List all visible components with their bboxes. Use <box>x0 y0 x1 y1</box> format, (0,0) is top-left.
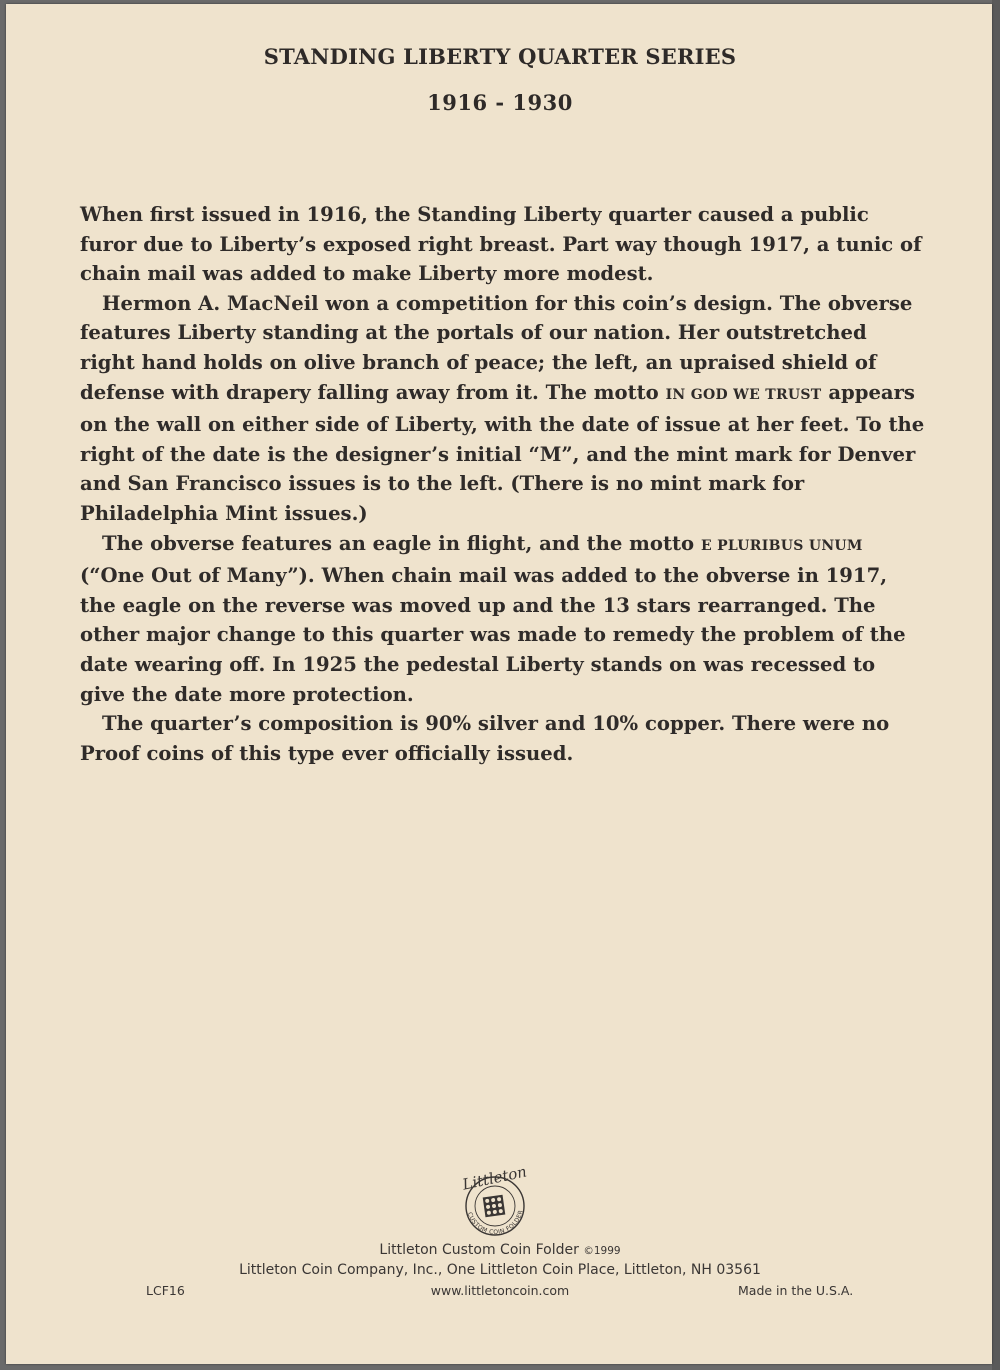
paragraph-2-part-a: Hermon A. MacNeil won a competition for this coin’s design. The obverse features Liberty standing at the portals of our nation. Her outstretched right hand holds on olive branch of peace; the left, an upraised shield of defense with drapery falling away from it. The motto <box>80 291 913 404</box>
motto-e-pluribus-unum: E PLURIBUS UNUM <box>700 537 863 554</box>
footer-folder-label: Littleton Custom Coin Folder <box>379 1242 579 1258</box>
logo-brand-text: Littleton <box>460 1162 529 1194</box>
footer-folder-name <box>0 1242 1000 1258</box>
series-title: STANDING LIBERTY QUARTER SERIES <box>263 44 737 69</box>
paragraph-3-part-a: The obverse features an eagle in flight, and the motto <box>102 531 701 555</box>
footer-made-in: Made in the U.S.A. <box>738 1283 854 1298</box>
footer-website: www.littletoncoin.com <box>430 1283 570 1298</box>
description-text <box>80 200 925 768</box>
footer-copyright: ©1999 <box>583 1245 621 1257</box>
paragraph-2 <box>80 289 925 529</box>
paragraph-1: When first issued in 1916, the Standing Liberty quarter caused a public furor due to Liberty’s exposed right breast. Part way though 1917, a tunic of chain mail was added to make Liberty more modest. <box>80 203 922 286</box>
paragraph-2-part-b: appears on the wall on either side of Liberty, with the date of issue at her feet. To the right of the date is the designer’s initial “M”, and the mint mark for Denver and San Francisco issues is to the left. (There is no mint mark for Philadelphia Mint issues.) <box>80 380 925 525</box>
logo-ring-text: CUSTOM COIN FOLDER <box>465 1209 525 1237</box>
littleton-logo-icon <box>453 1162 537 1238</box>
paragraph-4: The quarter’s composition is 90% silver and 10% copper. There were no Proof coins of this type ever officially issued. <box>80 712 890 765</box>
paragraph-3 <box>80 529 925 710</box>
footer-company-address: Littleton Coin Company, Inc., One Littleton Coin Place, Littleton, NH 03561 <box>239 1262 761 1278</box>
footer-product-code: LCF16 <box>146 1283 185 1298</box>
paragraph-3-part-b: (“One Out of Many”). When chain mail was added to the obverse in 1917, the eagle on the reverse was moved up and the 13 stars rearranged. The other major change to this quarter was made to remedy the problem of the date wearing off. In 1925 the pedestal Liberty stands on was recessed to give the date more protection. <box>80 564 906 706</box>
motto-in-god-we-trust: IN GOD WE TRUST <box>665 386 822 403</box>
scan-edge <box>992 0 1000 1370</box>
series-dates: 1916 - 1930 <box>427 90 573 115</box>
